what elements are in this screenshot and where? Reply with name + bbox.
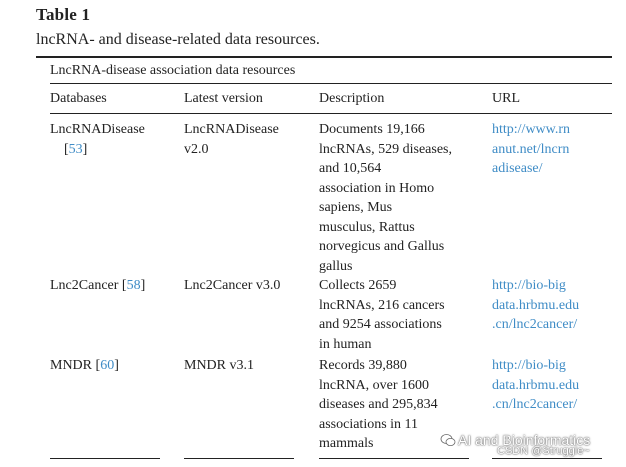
url-link[interactable] xyxy=(492,120,570,179)
url-line: data.hrbmu.edu xyxy=(492,297,580,313)
bottom-rule xyxy=(492,458,602,459)
description-line: lncRNA, over 1600 xyxy=(319,377,430,393)
header-url: URL xyxy=(492,91,520,106)
db-ref: [60] xyxy=(95,358,119,373)
db-name: LncRNADisease xyxy=(50,122,145,137)
description-line: diseases and 295,834 xyxy=(319,397,438,412)
description-line: Documents 19,166 xyxy=(319,122,425,137)
version-line: Lnc2Cancer v3.0 xyxy=(184,278,281,293)
db-ref: [58] xyxy=(121,278,146,293)
version-cell xyxy=(184,276,280,296)
url-line: anut.net/lncrn xyxy=(492,141,570,157)
description-line: Records 39,880 xyxy=(319,358,407,373)
version-line: LncRNADisease xyxy=(184,122,279,137)
bottom-rule xyxy=(184,458,294,459)
description-cell xyxy=(319,356,438,454)
header-latest-version: Latest version xyxy=(184,91,263,106)
watermark-text: AI and Bioinformatics xyxy=(458,432,591,448)
url-line: http://bio-big xyxy=(492,358,566,373)
header-databases: Databases xyxy=(50,91,107,106)
ref-link[interactable]: 58 xyxy=(126,278,141,293)
description-line: associations in 11 xyxy=(319,416,419,432)
version-cell xyxy=(184,120,279,159)
ref-link[interactable]: 60 xyxy=(100,358,115,373)
description-line: in human xyxy=(319,336,372,352)
url-line: data.hrbmu.edu xyxy=(492,377,580,393)
top-rule xyxy=(36,56,612,58)
wechat-icon xyxy=(440,432,456,448)
header-description: Description xyxy=(319,91,385,106)
version-cell xyxy=(184,356,254,376)
table-caption: lncRNA- and disease-related data resources. xyxy=(36,31,320,48)
group-rule xyxy=(50,83,612,84)
url-line: http://bio-big xyxy=(492,278,566,293)
description-line: lncRNAs, 216 cancers xyxy=(319,297,445,313)
description-line: sapiens, Mus xyxy=(319,200,393,215)
description-cell xyxy=(319,120,452,276)
bottom-rule xyxy=(50,458,160,459)
url-link[interactable] xyxy=(492,356,579,415)
url-link[interactable] xyxy=(492,276,579,335)
description-line: norvegicus and Gallus xyxy=(319,239,445,254)
url-line: adisease/ xyxy=(492,161,543,176)
description-line: lncRNAs, 529 diseases, xyxy=(319,141,452,157)
header-rule xyxy=(50,113,612,114)
version-line: MNDR v3.1 xyxy=(184,358,255,373)
url-line: .cn/lnc2cancer/ xyxy=(492,317,578,332)
table-title: Table 1 xyxy=(36,5,91,24)
description-line: association in Homo xyxy=(319,180,435,196)
url-line: .cn/lnc2cancer/ xyxy=(492,397,578,412)
table-row xyxy=(50,276,145,296)
description-line: and 9254 associations xyxy=(319,317,442,332)
version-line: v2.0 xyxy=(184,141,209,157)
description-cell xyxy=(319,276,445,354)
group-label: LncRNA-disease association data resources xyxy=(50,63,296,78)
watermark-credit: CSDN @Struggle~ xyxy=(497,445,590,457)
description-line: Collects 2659 xyxy=(319,278,397,293)
ref-link[interactable]: 53 xyxy=(68,141,83,157)
table-row xyxy=(50,120,145,159)
db-name: MNDR xyxy=(50,358,93,373)
db-ref: [53] xyxy=(64,141,88,157)
table-row xyxy=(50,356,119,376)
url-line: http://www.rn xyxy=(492,122,571,137)
db-name: Lnc2Cancer xyxy=(50,278,119,293)
description-line: and 10,564 xyxy=(319,161,382,176)
bottom-rule xyxy=(319,458,469,459)
description-line: musculus, Rattus xyxy=(319,219,415,235)
description-line: gallus xyxy=(319,258,353,274)
description-line: mammals xyxy=(319,436,374,451)
